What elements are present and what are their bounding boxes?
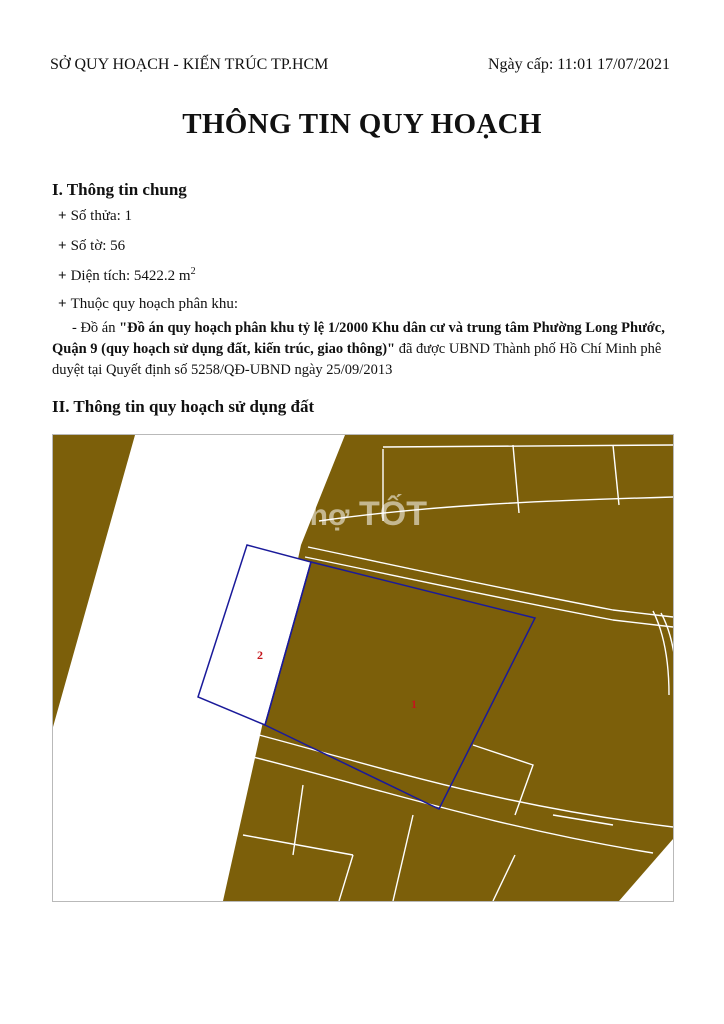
parcel-2-label: 2 bbox=[257, 648, 263, 662]
watermark-text-b: TỐT bbox=[359, 495, 427, 533]
area-unit-superscript: 2 bbox=[190, 266, 196, 277]
zoning-project-description bbox=[52, 318, 676, 381]
project-approval: đã được UBND Thành phố Hồ Chí Minh phê duyệt tại Quyết định số 5258/QĐ-UBND ngày 25/09/2013 bbox=[52, 341, 662, 378]
parcel-1-label: 1 bbox=[411, 697, 417, 711]
plot-number-line bbox=[58, 208, 132, 225]
section-general-heading: I. Thông tin chung bbox=[52, 180, 187, 199]
watermark-text-a: chợ bbox=[293, 499, 350, 532]
watermark bbox=[293, 494, 427, 533]
zoning-label: Thuộc quy hoạch phân khu: bbox=[70, 296, 239, 312]
plus-icon: + bbox=[58, 208, 67, 224]
section-land-use-heading: II. Thông tin quy hoạch sử dụng đất bbox=[52, 397, 315, 416]
planning-map-canvas bbox=[53, 435, 673, 901]
plus-icon: + bbox=[58, 296, 67, 312]
zoning-line bbox=[58, 296, 238, 313]
issue-date: Ngày cấp: 11:01 17/07/2021 bbox=[487, 56, 670, 73]
sheet-number-line bbox=[58, 238, 125, 255]
plus-icon: + bbox=[58, 238, 67, 254]
planning-map bbox=[52, 434, 674, 902]
document-title: THÔNG TIN QUY HOẠCH bbox=[182, 108, 542, 140]
sheet-number: Số tờ: 56 bbox=[70, 238, 126, 254]
agency-name: SỞ QUY HOẠCH - KIẾN TRÚC TP.HCM bbox=[50, 56, 329, 73]
project-name: "Đồ án quy hoạch phân khu tỷ lệ 1/2000 Khu dân cư và trung tâm Phường Long Phước, Quận 9 (quy hoạch sử dụng đất, kiến trúc, giao thông)" bbox=[52, 320, 665, 357]
project-prefix: - Đồ án bbox=[72, 320, 120, 336]
plot-number: Số thửa: 1 bbox=[70, 208, 133, 224]
area-value: Diện tích: 5422.2 m bbox=[70, 268, 191, 284]
plus-icon: + bbox=[58, 268, 67, 284]
area-line bbox=[58, 266, 196, 285]
